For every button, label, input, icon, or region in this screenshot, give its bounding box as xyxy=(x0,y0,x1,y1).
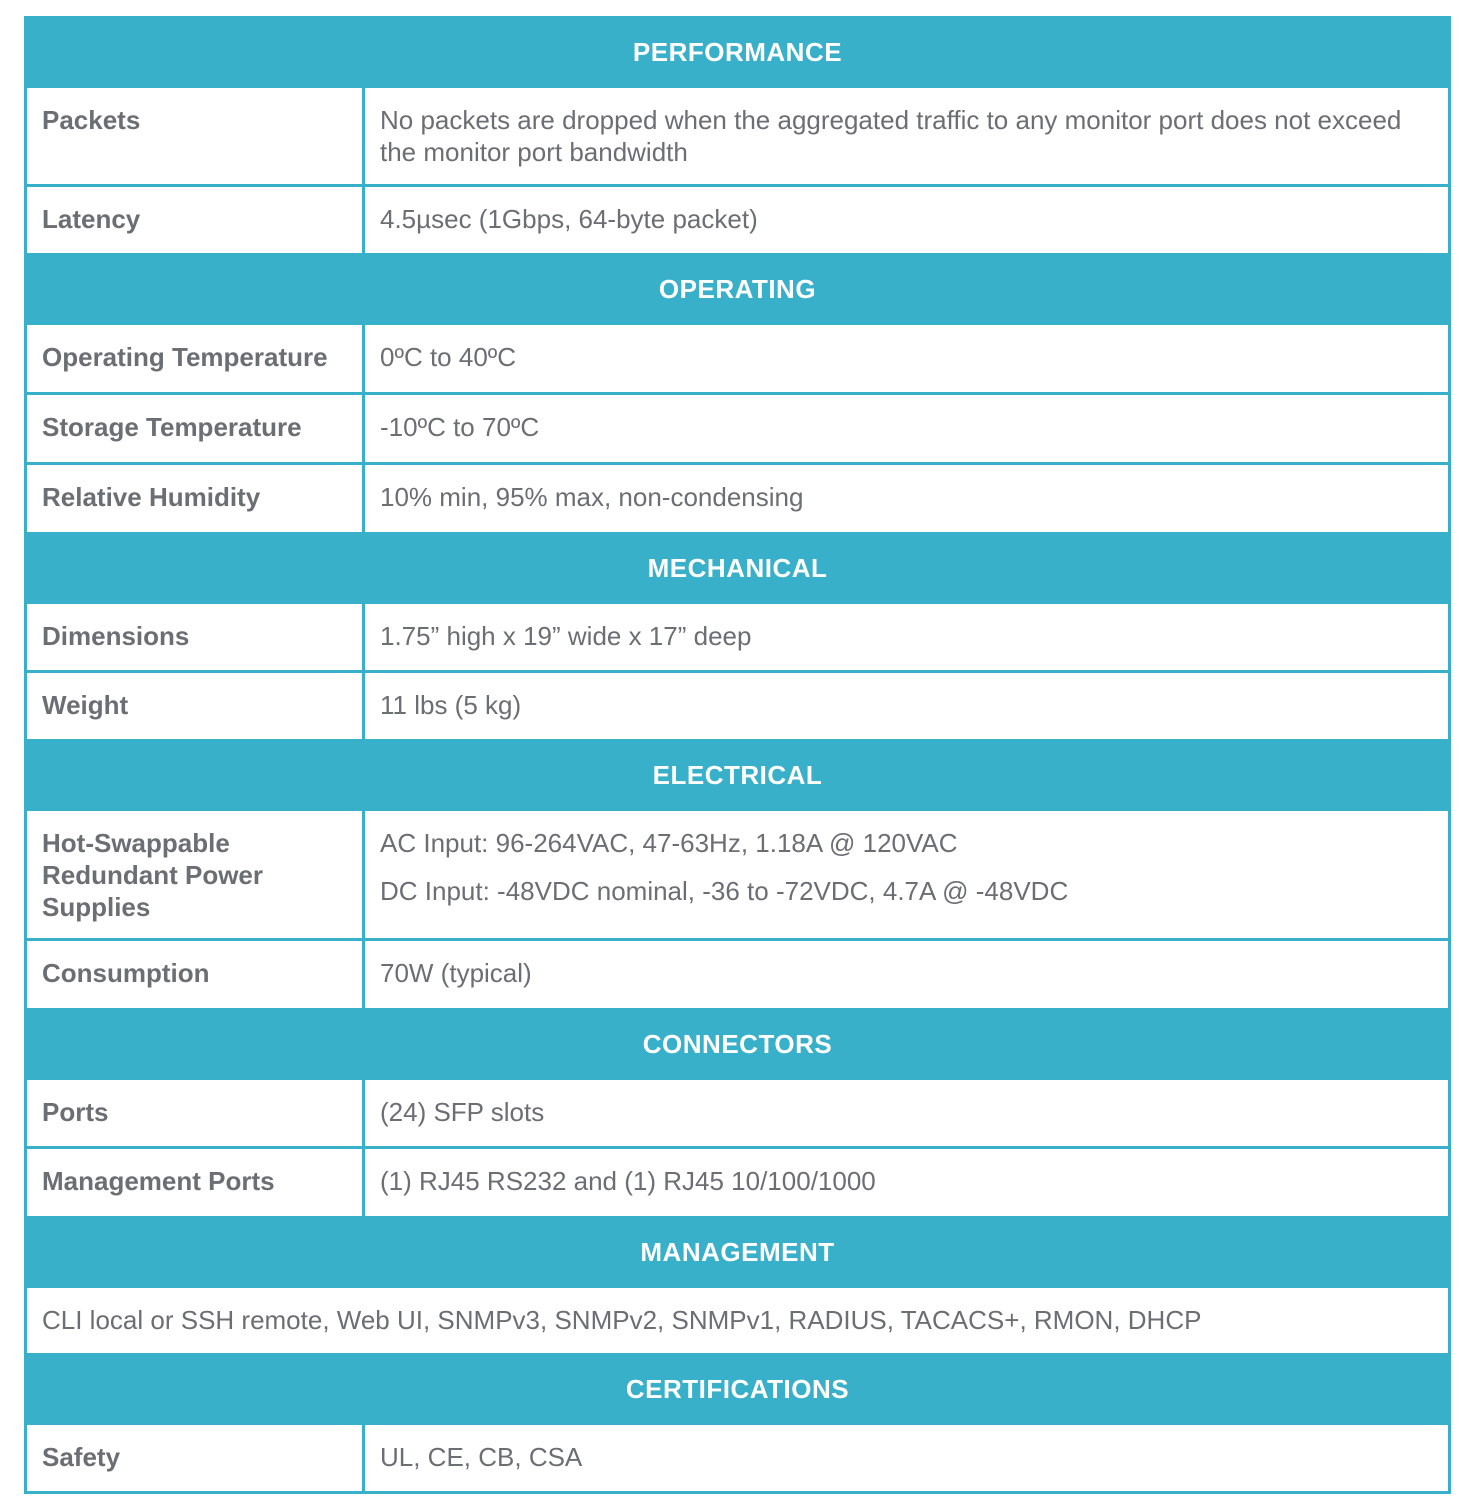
row-value: 4.5µsec (1Gbps, 64-byte packet) xyxy=(364,186,1450,255)
row-label: Operating Temperature xyxy=(26,324,364,394)
section-header-performance xyxy=(26,18,1450,87)
row-value: 10% min, 95% max, non-condensing xyxy=(364,464,1450,534)
table-row xyxy=(26,940,1450,1010)
row-value: 11 lbs (5 kg) xyxy=(364,672,1450,741)
row-label: Management Ports xyxy=(26,1148,364,1218)
row-value xyxy=(364,810,1450,940)
row-label: Ports xyxy=(26,1079,364,1148)
section-header-electrical xyxy=(26,741,1450,810)
row-value: (1) RJ45 RS232 and (1) RJ45 10/100/1000 xyxy=(364,1148,1450,1218)
table-row xyxy=(26,87,1450,186)
table-row xyxy=(26,394,1450,464)
row-label: Storage Temperature xyxy=(26,394,364,464)
row-value: -10ºC to 70ºC xyxy=(364,394,1450,464)
table-row xyxy=(26,324,1450,394)
table-row xyxy=(26,603,1450,672)
section-title: CONNECTORS xyxy=(26,1010,1450,1079)
section-title: MECHANICAL xyxy=(26,534,1450,603)
table-row xyxy=(26,1287,1450,1355)
section-title: ELECTRICAL xyxy=(26,741,1450,810)
row-value: 1.75” high x 19” wide x 17” deep xyxy=(364,603,1450,672)
row-label: Consumption xyxy=(26,940,364,1010)
dc-input-line: DC Input: -48VDC nominal, -36 to -72VDC, 4.7A @ -48VDC xyxy=(380,876,1069,906)
section-title: CERTIFICATIONS xyxy=(26,1355,1450,1424)
table-row xyxy=(26,464,1450,534)
row-label: Latency xyxy=(26,186,364,255)
section-header-mechanical xyxy=(26,534,1450,603)
table-row xyxy=(26,186,1450,255)
spec-table xyxy=(24,16,1451,1494)
table-row xyxy=(26,1424,1450,1493)
management-text: CLI local or SSH remote, Web UI, SNMPv3, SNMPv2, SNMPv1, RADIUS, TACACS+, RMON, DHCP xyxy=(26,1287,1450,1355)
section-title: PERFORMANCE xyxy=(26,18,1450,87)
row-value: 70W (typical) xyxy=(364,940,1450,1010)
table-row xyxy=(26,810,1450,940)
row-value: 0ºC to 40ºC xyxy=(364,324,1450,394)
table-row xyxy=(26,1148,1450,1218)
row-label: Dimensions xyxy=(26,603,364,672)
row-label: Packets xyxy=(26,87,364,186)
section-header-connectors xyxy=(26,1010,1450,1079)
row-label: Hot-Swappable Redundant Power Supplies xyxy=(26,810,364,940)
section-title: MANAGEMENT xyxy=(26,1218,1450,1287)
section-header-operating xyxy=(26,255,1450,324)
row-value: (24) SFP slots xyxy=(364,1079,1450,1148)
row-label: Weight xyxy=(26,672,364,741)
section-title: OPERATING xyxy=(26,255,1450,324)
row-label: Safety xyxy=(26,1424,364,1493)
section-header-management xyxy=(26,1218,1450,1287)
table-row xyxy=(26,1079,1450,1148)
row-value: UL, CE, CB, CSA xyxy=(364,1424,1450,1493)
ac-input-line: AC Input: 96-264VAC, 47-63Hz, 1.18A @ 120VAC xyxy=(380,828,958,858)
row-value: No packets are dropped when the aggregated traffic to any monitor port does not exceed the monitor port bandwidth xyxy=(364,87,1450,186)
table-row xyxy=(26,672,1450,741)
row-label: Relative Humidity xyxy=(26,464,364,534)
section-header-certifications xyxy=(26,1355,1450,1424)
